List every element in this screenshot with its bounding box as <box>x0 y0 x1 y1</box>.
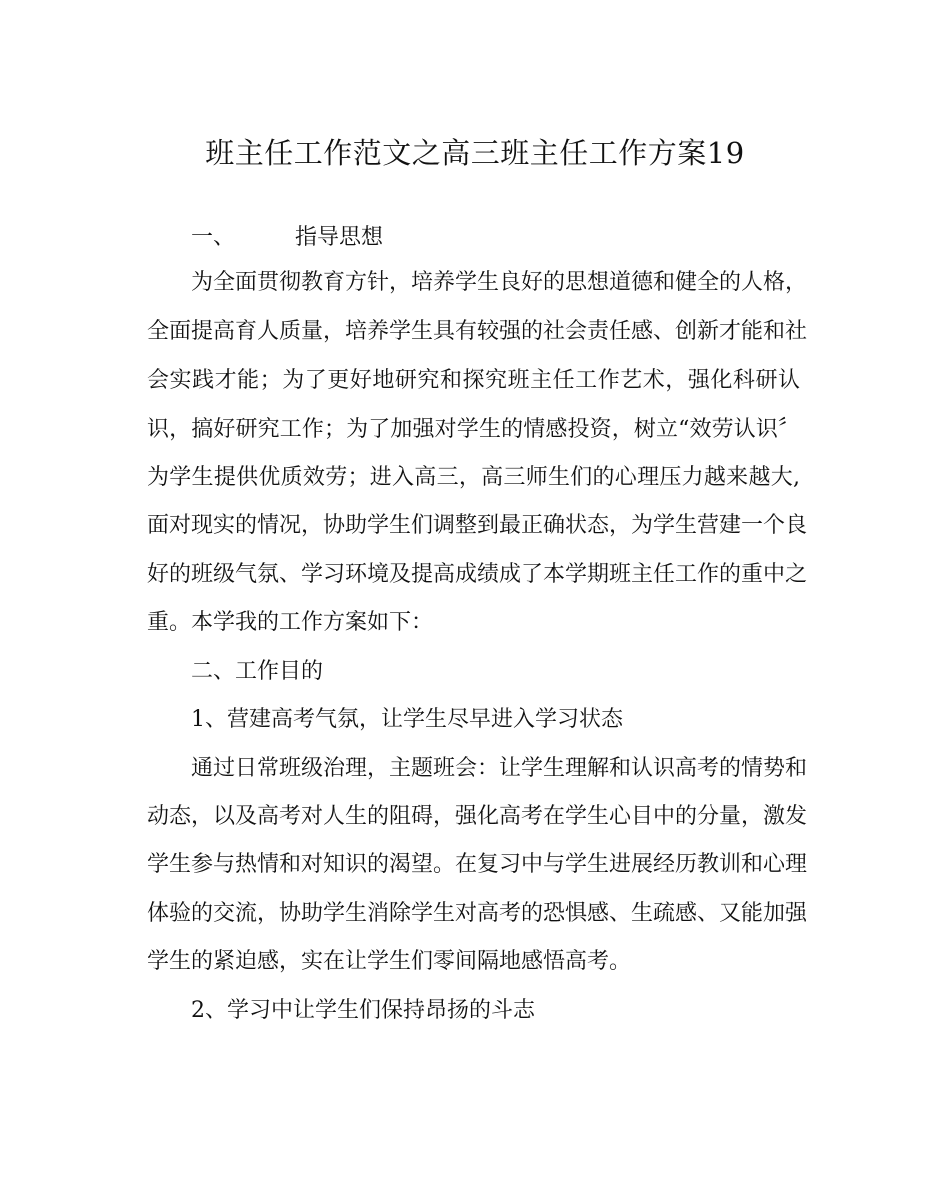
paragraph-line: 重。本学我的工作方案如下： <box>147 610 434 635</box>
document-title: 班主任工作范文之高三班主任工作方案19 <box>205 136 745 170</box>
section-1-heading-line <box>191 223 383 253</box>
paragraph-line: 识，搞好研究工作；为了加强对学生的情感投资，树立“效劳认识〞 <box>147 417 800 442</box>
paragraph-line: 面对现实的情况，协助学生们调整到最正确状态，为学生营建一个良 <box>147 513 808 538</box>
paragraph-line: 会实践才能；为了更好地研究和探究班主任工作艺术，强化科研认 <box>147 368 800 393</box>
paragraph-line: 为学生提供优质效劳；进入高三，高三师生们的心理压力越来越大, <box>147 465 800 490</box>
section-2-heading: 二、工作目的 <box>191 659 324 684</box>
paragraph-line: 体验的交流，协助学生消除学生对高考的恐惧感、生疏感、又能加强 <box>147 901 808 926</box>
section-1-number: 一、 <box>191 225 236 250</box>
paragraph-line: 为全面贯彻教育方针，培养学生良好的思想道德和健全的人格， <box>191 270 808 295</box>
paragraph-line: 全面提高育人质量，培养学生具有较强的社会责任感、创新才能和社 <box>147 319 808 344</box>
paragraph-line: 通过日常班级治理，主题班会：让学生理解和认识高考的情势和 <box>191 756 808 781</box>
paragraph-line: 好的班级气氛、学习环境及提高成绩成了本学期班主任工作的重中之 <box>147 562 808 587</box>
item-2-heading: 2、学习中让学生们保持昂扬的斗志 <box>191 998 535 1023</box>
section-1-heading: 指导思想 <box>295 225 384 250</box>
item-1-heading: 1、营建高考气氛，让学生尽早进入学习状态 <box>191 707 623 732</box>
paragraph-line: 学生的紧迫感，实在让学生们零间隔地感悟高考。 <box>147 949 632 974</box>
paragraph-line: 动态，以及高考对人生的阻碍，强化高考在学生心目中的分量，激发 <box>147 804 808 829</box>
paragraph-line: 学生参与热情和对知识的渴望。在复习中与学生进展经历教训和心理 <box>147 852 808 877</box>
